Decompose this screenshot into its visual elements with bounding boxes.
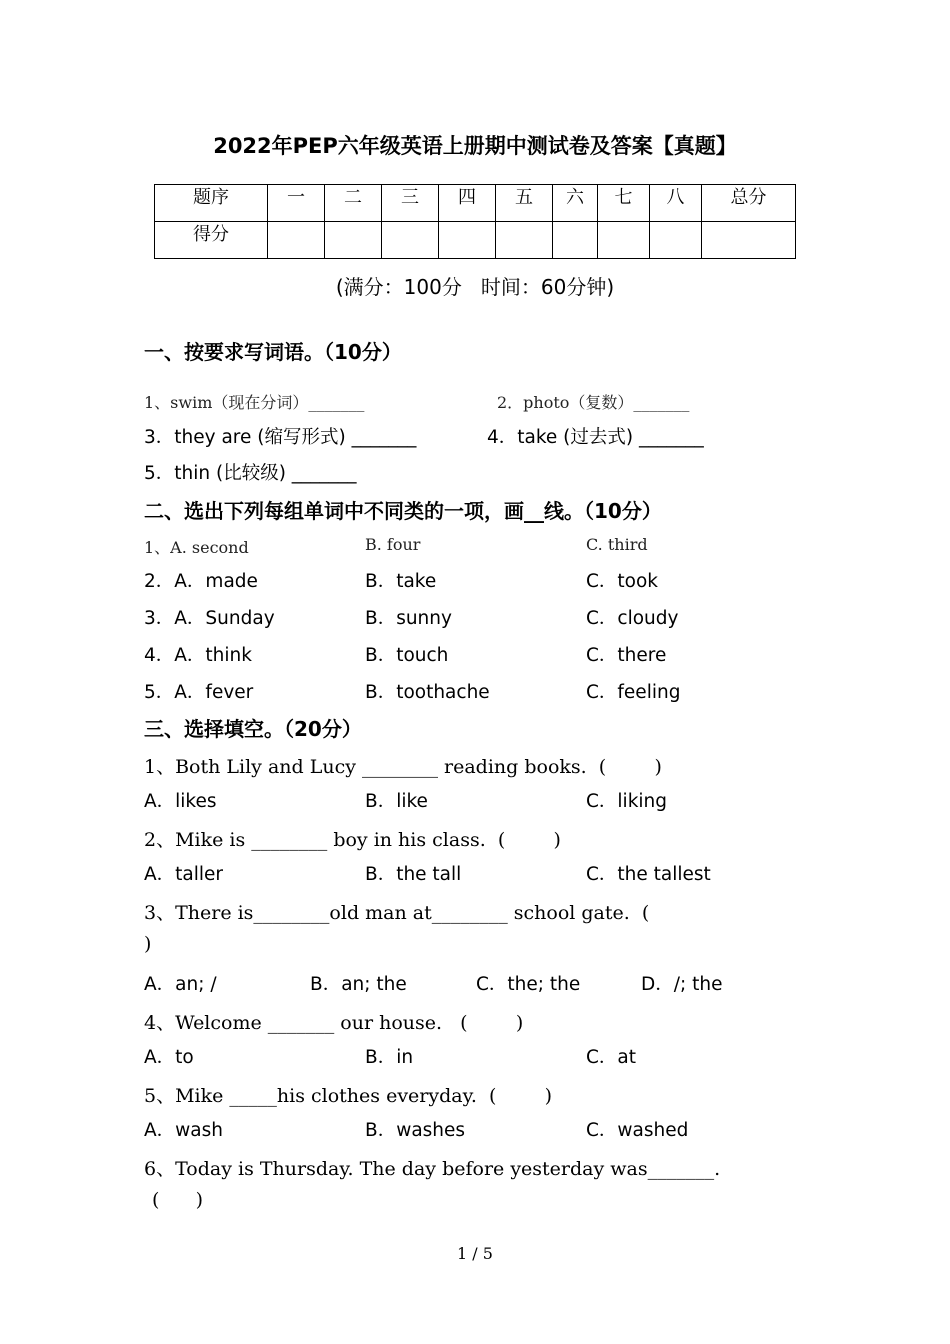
exam-subtitle: (满分：100分 时间：60分钟) xyxy=(335,275,615,299)
option-text: 5．A．fever xyxy=(144,682,254,703)
option-text: C．the; the xyxy=(476,974,581,995)
question-text: ( ) xyxy=(152,1189,204,1211)
question-text: ) xyxy=(144,933,152,955)
option-text: 1、A. second xyxy=(144,538,249,557)
question-text: 3、There is________old man at________ school gate. ( xyxy=(144,902,650,924)
option-text: 3．A．Sunday xyxy=(144,608,275,629)
option-text: A．likes xyxy=(144,791,217,812)
table-row xyxy=(155,185,796,222)
table-cell: 三 xyxy=(382,185,439,222)
table-cell: 总分 xyxy=(702,185,796,222)
option-text: 4．A．think xyxy=(144,645,252,666)
score-input-cell[interactable] xyxy=(553,222,598,259)
option-text: C．took xyxy=(586,571,659,592)
question-text: 1、Both Lily and Lucy ________ reading books. ( ) xyxy=(144,756,662,778)
table-cell: 二 xyxy=(325,185,382,222)
option-text: A．taller xyxy=(144,864,224,885)
option-text: C. third xyxy=(586,535,648,554)
table-row xyxy=(155,222,796,259)
score-input-cell[interactable] xyxy=(598,222,650,259)
score-input-cell[interactable] xyxy=(325,222,382,259)
question-text: 2、Mike is ________ boy in his class. ( ) xyxy=(144,829,561,851)
option-text: A．an; / xyxy=(144,974,217,995)
option-text: C．cloudy xyxy=(586,608,679,629)
score-table xyxy=(154,184,796,259)
table-cell: 一 xyxy=(268,185,325,222)
table-cell: 七 xyxy=(598,185,650,222)
option-text: A．wash xyxy=(144,1120,223,1141)
score-input-cell[interactable] xyxy=(650,222,702,259)
option-text: B．an; the xyxy=(310,974,407,995)
question-text: 1、swim（现在分词）_______ xyxy=(144,393,365,412)
table-cell: 八 xyxy=(650,185,702,222)
option-text: B．like xyxy=(365,791,428,812)
question-text: 4．take (过去式) _______ xyxy=(487,427,704,448)
option-text: C．at xyxy=(586,1047,637,1068)
table-cell: 得分 xyxy=(155,222,268,259)
table-cell: 题序 xyxy=(155,185,268,222)
section-heading: 一、按要求写词语。（10分） xyxy=(144,340,402,364)
page-title: 2022年PEP六年级英语上册期中测试卷及答案【真题】 xyxy=(213,134,737,158)
option-text: C．washed xyxy=(586,1120,689,1141)
question-text: 5、Mike _____his clothes everyday. ( ) xyxy=(144,1085,553,1107)
score-input-cell[interactable] xyxy=(496,222,553,259)
table-cell: 五 xyxy=(496,185,553,222)
option-text: A．to xyxy=(144,1047,194,1068)
question-text: 2．photo（复数）_______ xyxy=(497,393,690,412)
option-text: C．feeling xyxy=(586,682,681,703)
score-input-cell[interactable] xyxy=(382,222,439,259)
question-text: 5．thin (比较级) _______ xyxy=(144,463,357,484)
option-text: C．the tallest xyxy=(586,864,711,885)
option-text: B．washes xyxy=(365,1120,466,1141)
option-text: B．the tall xyxy=(365,864,462,885)
question-text: 6、Today is Thursday. The day before yesterday was_______. xyxy=(144,1158,721,1180)
table-cell: 四 xyxy=(439,185,496,222)
section-heading: 三、选择填空。（20分） xyxy=(144,717,362,741)
section-heading: 二、选出下列每组单词中不同类的一项，画__线。（10分） xyxy=(144,499,662,523)
option-text: B．take xyxy=(365,571,437,592)
score-input-cell[interactable] xyxy=(439,222,496,259)
score-input-cell[interactable] xyxy=(268,222,325,259)
option-text: B．toothache xyxy=(365,682,490,703)
score-input-cell[interactable] xyxy=(702,222,796,259)
option-text: B．in xyxy=(365,1047,414,1068)
option-text: D．/; the xyxy=(641,974,723,995)
option-text: C．liking xyxy=(586,791,668,812)
page-number: 1 / 5 xyxy=(457,1244,493,1263)
option-text: B．sunny xyxy=(365,608,452,629)
option-text: B. four xyxy=(365,535,421,554)
question-text: 3．they are (缩写形式) _______ xyxy=(144,427,417,448)
question-text: 4、Welcome _______ our house. ( ) xyxy=(144,1012,524,1034)
option-text: C．there xyxy=(586,645,667,666)
option-text: B．touch xyxy=(365,645,449,666)
option-text: 2．A．made xyxy=(144,571,258,592)
table-cell: 六 xyxy=(553,185,598,222)
